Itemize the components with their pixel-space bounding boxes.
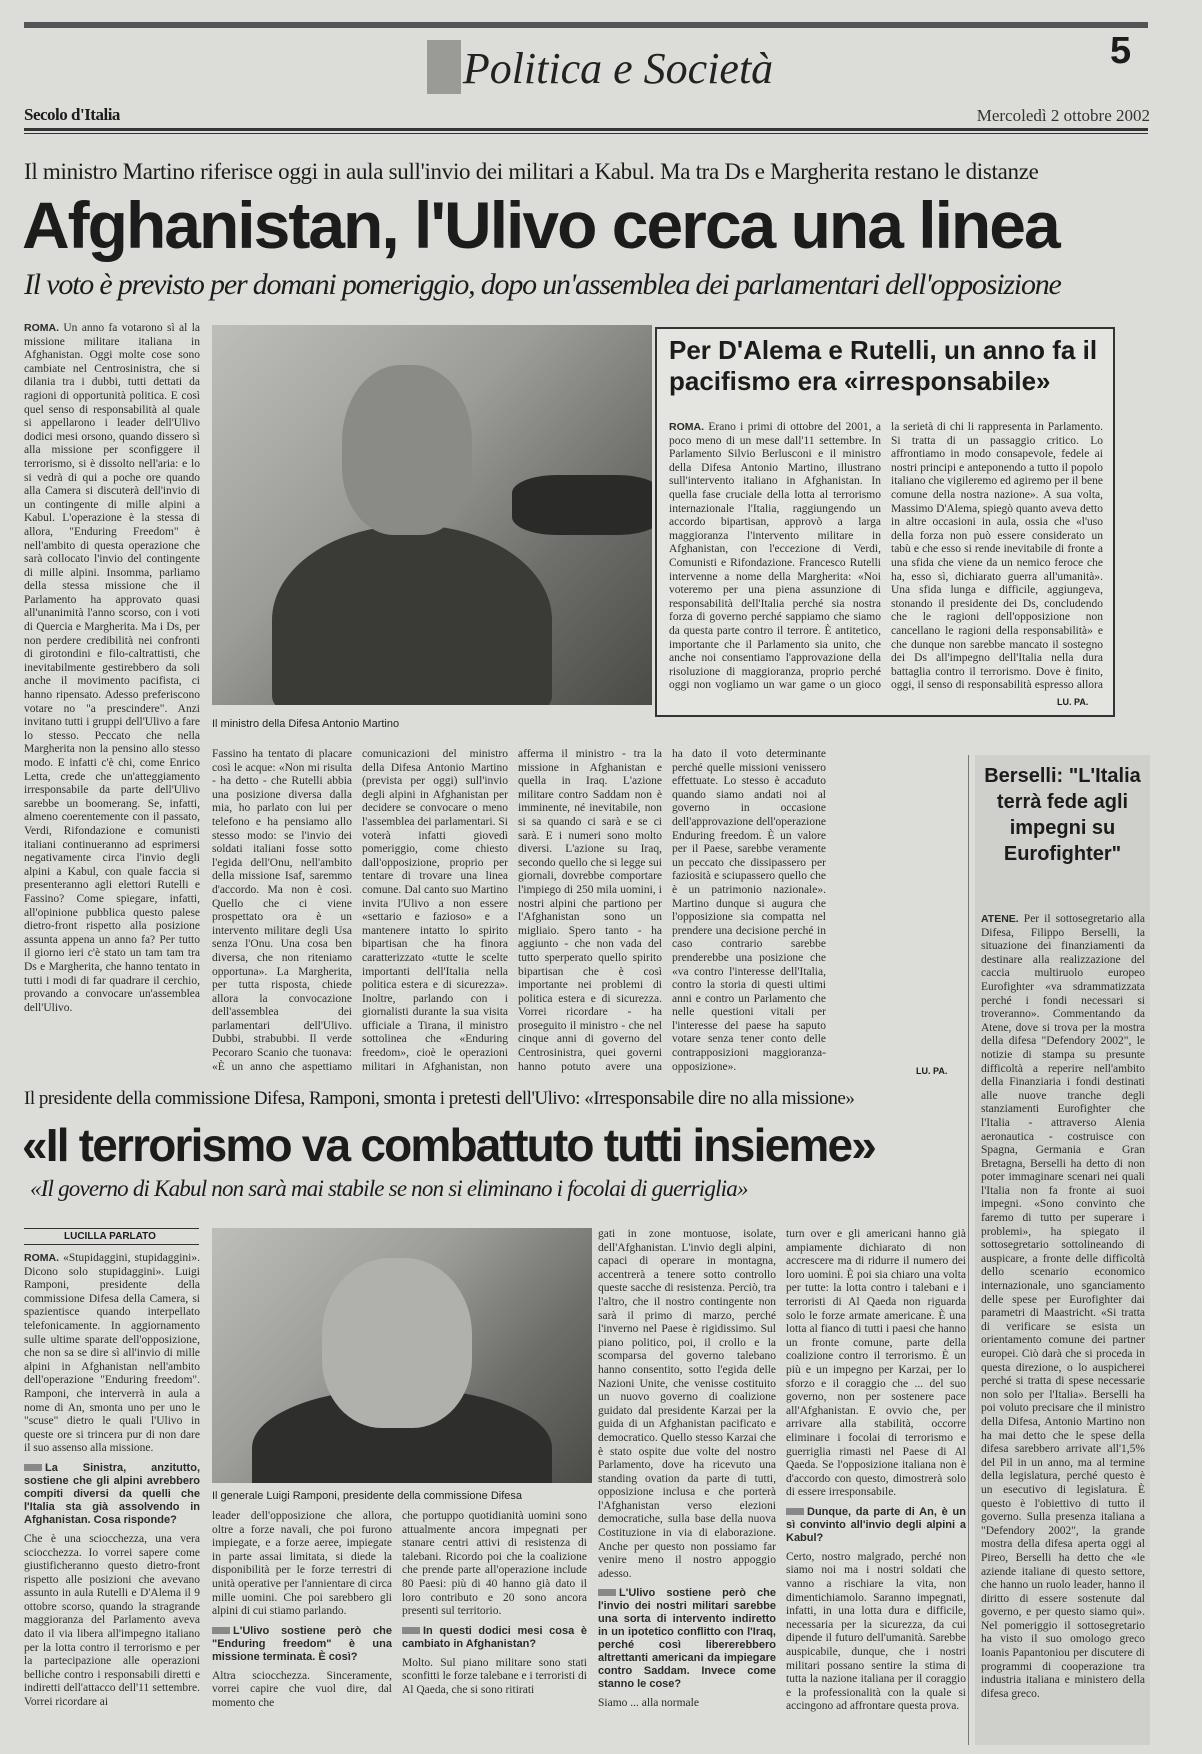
second-story-answer-5: Certo, nostro malgrado, perché non siamo noi ma i nostri soldati che vanno a rischiare la vita, non dimentichiamolo. Saranno impegnati, infatti, in una lotta dura e difficile, necessaria per la sicurezza, da cui dipende il futuro dell'umanità. Sarebbe auspicabile, dunque, che i nostri militari possano sentire la stima di tutta la nazione italiana per il coraggio e la professionalità con la quale si accingono ad affrontare questa prova. (786, 1550, 966, 1713)
box-column-2-text: la serietà di chi li rappresenta in Parlamento. Si tratta di un passaggio critico. Lo affrontiamo in modo consapevole, fedele ai nostri principi e anteponendo a tutto il popolo italiano che vigileremo ed agiremo per il bene comune della nostra nazione». A sua volta, Massimo D'Alema, spiegò quanto aveva detto in altre occasioni in aula, ossia che «l'uso della forza non può essere considerato un tabù e che esso si rende inevitabile di fronte a una sfida che viene da un nemico feroce che ha, esso sì, dichiarato guerra all'umanità». Una sfida lunga e difficile, aggiungeva, stonando il presidente dei Ds, concludendo che le ragioni dell'opposizione non cancellano le ragioni della responsabilità» e che dunque non sarebbe mancato il sostegno dei Ds all'impegno dell'Italia nella dura battaglia contro il terrorismo. Dove è finito, oggi, il senso di responsabilità espresso allora (891, 421, 1103, 691)
top-story-column-3 (362, 748, 508, 1073)
top-story-column-5 (672, 748, 826, 1073)
second-story-column-4 (598, 1228, 776, 1748)
top-story-dateline: ROMA. (24, 322, 59, 334)
photo-luigi-ramponi (212, 1228, 592, 1483)
box-title: Per D'Alema e Rutelli, un anno fa il pacifismo era «irresponsabile» (669, 335, 1098, 396)
top-story-column-1-text: Un anno fa votarono sì al la missione militare italiana in Afghanistan. Oggi molte cose sono cambiate nel Centrosinistra, che si dilania tra i dubbi, tutti dettati da ragioni di opportunità politica. E così quel senso di responsabilità al quale si appellarono i leader dell'Ulivo dodici mesi orsono, quando dissero sì alla missione per sconfiggere il terrorismo, si è dissolto nell'aria: e lo si vedrà di qui a poche ore quando alla Camera si discuterà dell'invio di un contingente di mille alpini a Kabul. L'operazione è la stessa di allora, "Enduring Freedom" è nell'ambito di questa operazione che sarà collocato l'invio del contingente di mille alpini. Insomma, parliamo della stessa missione che il Parlamento ha approvato quasi all'unanimità l'anno scorso, con i voti di Quercia e Margherita. Ma i Ds, per non perdere credibilità nei confronti di girotondini e filo-caltrattisti, che inevitabilmente gestirebbero da soli anche il movimento pacifista, ci hanno ripensato. Adesso preferiscono votare no "a prescindere". Anzi invitano tutti i gruppi dell'Ulivo a fare lo stesso. Peccato che nella Margherita non la pensino allo stesso modo. E infatti c'è chi, come Enrico Letta, crede che un'atteggiamento irresponsabile da parte dell'Ulivo sarebbe un boomerang. Se, infatti, almeno coerentemente con il passato, Verdi, Rifondazione e comunisti italiani continueranno ad esprimersi negativamente circa l'invio degli alpini a Kabul, con quale faccia si presenteranno agli elettori Rutelli e Fassino? Come spiegare, infatti, all'opinione pubblica questo palese dietro-front rispetto alla posizione assunta appena un anno fa? Per tutto il giorno ieri c'è stato un tam tam tra Ds e Margherita, che hanno tentato in tutti i modi di far quadrare il cerchio, provando a convocare un'assemblea dell'Ulivo. (24, 322, 200, 1014)
second-story-column-5 (786, 1228, 966, 1748)
second-story-column-5-text: turn over e gli americani hanno già ampiamente dichiarato di non accrescere ma di ridurre il numero dei loro uomini. È poi sia chiaro una volta per tutte: la lotta contro i talebani e i terroristi di Al Qaeda non riguarda solo le forze armate americane. È una lotta al fianco di tutti i paesi che hanno un fronte comune, parte della coalizione contro il terrorismo. È un più e un impegno per Karzai, per lo sforzo e il coraggio che ... del suo governo, non per sostenere pace all'Afghanistan. E ovvio che, per arrivare alla stabilità, occorre eliminare i focolai di terrorismo e guerriglia rimasti nel Paese di Al Qaeda. Se l'opposizione italiana non è d'accordo con questo, dimostrerà solo di essere irresponsabile. (786, 1228, 966, 1499)
top-story-subhead: Il voto è previsto per domani pomeriggio, dopo un'assemblea dei parlamentari dell'opposizione (24, 268, 1061, 301)
page-number: 5 (1110, 30, 1132, 72)
second-story-column-2-text: leader dell'opposizione che allora, oltre a forze navali, che poi furono impiegate, e a forze aeree, impiegate in parte assai limitata, si diede la disponibilità per le forze terrestri di unità operative per l'annientare di circa mille uomini. Che poi sarebbero gli alpini di cui stiamo parlando. (212, 1510, 392, 1618)
top-story-column-4 (518, 748, 662, 1073)
second-story-column-1 (24, 1252, 200, 1747)
second-story-question-1: La Sinistra, anzitutto, sostiene che gli alpini avrebbero compiti diversi da quelli che l'Italia sta già assolvendo in Afghanistan. Cosa risponde? (24, 1461, 200, 1526)
box-signature: LU. PA. (1057, 697, 1089, 707)
second-story-column-3-text: che portuppo quotidianità uomini sono attualmente ancora impegnati per stanare centri attivi di resistenza di talebani. Ricordo poi che la coalizione che prende parte all'operazione include 80 Paesi: più di 40 hanno già dato il loro contributo e 20 sono ancora presenti sul territorio. (402, 1510, 587, 1618)
second-story-subhead: «Il governo di Kabul non sarà mai stabile se non si eliminano i focolai di guerriglia» (30, 1176, 748, 1201)
second-story-question-5: Dunque, da parte di An, è un sì convinto all'invio degli alpini a Kabul? (786, 1505, 966, 1544)
photo-antonio-martino (212, 325, 652, 705)
second-story-column-3 (402, 1510, 587, 1748)
masthead: Secolo d'Italia (24, 105, 120, 124)
second-story-headline: «Il terrorismo va combattuto tutti insieme» (22, 1119, 876, 1171)
top-story-column-3-text: comunicazioni del ministro della Difesa Antonio Martino (prevista per oggi) sull'invio degli alpini in Afghanistan per decidere se convocare o meno l'assemblea dei parlamentari. Si voterà infatti giovedì pomeriggio, come chiesto dall'opposizione, proprio per tentare di trovare una linea comune. Dal canto suo Martino invita l'Ulivo a non essere «settario e fazioso» e a mantenere intatto lo spirito bipartisan che ha finora caratterizzato «tutte le scelte importanti dell'Italia nella politica estera e di sicurezza». Inoltre, parlando con i giornalisti durante la sua visita ufficiale a Tirana, il ministro sottolinea che «Enduring freedom», cioè le operazioni militari in Afghanistan, non (362, 748, 508, 1073)
issue-date: Mercoledì 2 ottobre 2002 (976, 106, 1150, 125)
second-story-answer-4: Siamo ... alla normale (598, 1697, 699, 1710)
section-initial-p-block (427, 40, 461, 94)
second-story-answer-1: Che è una sciocchezza, una vera sciocchezza. Io vorrei sapere come giustificheranno questo dietro-front rispetto alle posizioni che avevano assunto in aula Rutelli e D'Alema il 9 ottobre scorso, quando la stragrande maggioranza del Parlamento aveva dato il via libera all'impegno italiano per la lotta contro il terrorismo e per la partecipazione alle operazioni belliche contro i responsabili diretti e indiretti dell'attacco dell'11 settembre. Vorrei ricordare ai (24, 1532, 200, 1709)
top-story-column-2 (212, 748, 352, 1073)
sidebar-divider (968, 755, 969, 1745)
top-story-kicker: Il ministro Martino riferisce oggi in aula sull'invio dei militari a Kabul. Ma tra Ds e Margherita restano le distanze (24, 159, 1039, 184)
top-rule (24, 22, 1148, 28)
top-story-signature: LU. PA. (916, 1066, 948, 1076)
box-dateline: ROMA. (669, 421, 704, 433)
second-story-question-3: In questi dodici mesi cosa è cambiato in Afghanistan? (402, 1624, 587, 1650)
sidebar-text-column (981, 913, 1145, 1738)
photo-caption-martino: Il ministro della Difesa Antonio Martino (212, 718, 400, 730)
sidebar-text: Per il sottosegretario alla Difesa, Filippo Berselli, la situazione dei finanziamenti da destinare alla realizzazione del caccia multiruolo europeo Eurofighter «va sdrammatizzata perché i fondi necessari si troveranno». Commentando da Atene, dove si trova per la mostra della difesa "Defendory 2002", le notizie di stampa su presunte difficoltà a reperire nell'ambito della Finanziaria i fondi destinati alle nuove tranche degli stanziamenti Eurofighter che l'Italia - attraverso Alenia aeronautica - costruisce con Spagna, Germania e Gran Bretagna, Berselli ha detto di non poter immaginare scenari nei quali l'Italia non fa fronte ai suoi impegni. «Sono convinto che faremo di tutto per superare i problemi», ha spiegato il sottosegretario sottolineando di auspicare, a fronte delle difficoltà dello scenario economico internazionale, uno sganciamento delle spese per Eurofighter dai parametri di Maastricht. «Si tratta di verificare se esista un orientamento comune dei partner europei. Ciò darà che si proceda in questa direzione, o lo auspicherei perché si tratta di spese necessarie non solo per l'Italia». Berselli ha poi voluto precisare che il ministro della Difesa, Antonio Martino non ha mai detto che le spese della difesa sarebbero arrivate all'1,5% del Pil in un anno, ma al termine della legislatura, perché questo è un esecutivo di legislatura. È questo è l'obiettivo di tutto il governo. Sulla presenza italiana a "Defendory 2002", la grande mostra della difesa aperta oggi al Pireo, Berselli ha detto che «le aziende italiane di questo settore, che hanno un ruolo leader, hanno il diritto di essere sostenute dal governo, e per questo siamo qui». Nel pomeriggio il sottosegretario ha visto il suo omologo greco Ioanis Papantoniou per discutere di programmi di cooperazione tra industria italiana e ministero della difesa greco. (981, 913, 1145, 1700)
sidebar-dateline: ATENE. (981, 913, 1019, 925)
sidebar-title: Berselli: "L'Italia terrà fede agli impegni su Eurofighter" (984, 765, 1141, 865)
second-story-column-1-text: «Stupidaggini, stupidaggini». Dicono solo stupidaggini». Luigi Ramponi, presidente della commissione Difesa della Camera, si spazientisce quando interpellato telefonicamente. In aggiornamento sulle ultime sparate dell'opposizione, che non sa se dire sì all'invio di mille alpini in Afghanistan nell'ambito dell'operazione "Enduring freedom". Ramponi, che interverrà in aula a nome di An, smonta uno per uno le "scuse" dietro le quali l'Ulivo in queste ore si trincera pur di non dare il suo assenso alla missione. (24, 1252, 200, 1455)
second-story-kicker: Il presidente della commissione Difesa, Ramponi, smonta i pretesti dell'Ulivo: «Irresponsabile dire no alla missione» (24, 1088, 855, 1109)
box-column-1 (669, 421, 881, 691)
section-title-text: Politica e Società (462, 44, 774, 93)
photo-caption-ramponi: Il generale Luigi Ramponi, presidente della commissione Difesa (212, 1490, 522, 1502)
section-title (400, 40, 800, 100)
top-story-headline: Afghanistan, l'Ulivo cerca una linea (22, 188, 1059, 262)
box-column-1-text: Erano i primi di ottobre del 2001, a poco meno di un mese dall'11 settembre. In Parlamento Silvio Berlusconi e il ministro della Difesa Antonio Martino, illustrano sull'intervento italiano in Afghanistan. In quella fase cruciale della lotta al terrorismo internazionale l'Italia, raggiungendo un accordo bipartisan, approvò a larga maggioranza l'intervento militare in Afghanistan, con l'eccezione di Verdi, Comunisti e Rifondazione. Francesco Rutelli intervenne a nome della Margherita: «Noi voteremo per una piena assunzione di responsabilità dell'Italia perché sia nostra forza di governo perché sappiamo che siamo da questa parte contro il terrore. È antitetico, importante che il Parlamento sia unito, che anche noi consentiamo l'approvazione della risoluzione di maggioranza, proprio perché oggi non vogliamo un war game o un gioco (669, 421, 881, 691)
second-story-question-4: L'Ulivo sostiene però che l'invio dei nostri militari sarebbe una sorta di intervento indiretto in un ipotetico conflitto con l'Iraq, perché così libererebbero altrettanti americani da impiegare contro Saddam. Invece come stanno le cose? (598, 1587, 776, 1691)
top-story-column-4-text: afferma il ministro - tra la missione in Afghanistan e quella in Iraq. L'azione militare contro Saddam non è imminente, né inevitabile, non si sa quando ci sarà e se ci sarà. E i numeri sono molto diversi. L'azione su Iraq, secondo quello che si legge sui giornali, dovrebbe comportare l'impiego di 250 mila uomini, i nostri alpini che partiono per l'Afghanistan sono un migliaio. Spero tanto - ha aggiunto - che non vada del tutto sperperato quello spirito bipartisan che è così importante nei problemi di politica estera e di sicurezza. Vorrei ricordare - ha proseguito il ministro - che nel cinque anni di governo del Centrosinistra, quei governi hanno potuto avere una (518, 748, 662, 1073)
box-column-2 (891, 421, 1103, 691)
top-story-column-2-text: Fassino ha tentato di placare così le acque: «Non mi risulta - ha detto - che Rutelli abbia una posizione diversa dalla mia, ho parlato con lui per telefono e ha pensiamo allo stesso modo: se l'invio dei soldati italiani fosse sotto l'egida dell'Onu, nell'ambito della missione Isaf, saremmo d'accordo. Ma non è così. Quello che ci viene prospettato ora è un intervento militare degli Usa senza l'Onu. Una cosa ben diversa, che non riteniamo opportuna». La Margherita, per tutta risposta, chiede allora la convocazione dell'assemblea dei parlamentari dell'Ulivo. Dubbi, strabubbi. Il verde Pecoraro Scanio che tuonava: «È un anno che aspettiamo (212, 748, 352, 1073)
second-story-answer-3: Molto. Sul piano militare sono stati sconfitti le forze talebane e i terroristi di Al Qaeda, che si sono ritirati (402, 1656, 587, 1696)
masthead-rule-thin (24, 133, 1148, 134)
second-story-column-2 (212, 1510, 392, 1748)
second-story-dateline: ROMA. (24, 1252, 59, 1264)
second-story-byline: LUCILLA PARLATO (24, 1228, 199, 1245)
masthead-rule (24, 128, 1148, 131)
box-dalema-rutelli (655, 327, 1115, 717)
second-story-answer-2: Altra sciocchezza. Sinceramente, vorrei capire che vuol dire, dal momento che (212, 1669, 392, 1709)
top-story-column-5-text: ha dato il voto determinante perché quelle missioni venissero effettuate. Lo stesso è accaduto quando siamo andati noi al governo in occasione dell'approvazione dell'operazione Enduring freedom. È un valore per il Paese, sarebbe veramente un peccato che dissipassero per faziosità e sciupassero quello che è un patrimonio nazionale». Martino dunque si augura che l'opposizione sia compatta nel prendere una decisione perché in caso contrario sarebbe prenderebbe una posizione che «va contro l'interesse dell'Italia, contro la storia di questi ultimi anni e contro un Parlamento che nelle questioni vitali per l'interesse del paese ha saputo votare senza tener conto delle contrapposizioni maggioranza-opposizione». (672, 748, 826, 1073)
second-story-column-4-text: gati in zone montuose, isolate, dell'Afghanistan. L'invio degli alpini, capaci di operare in montagna, accentrerà a tenere sotto controllo queste sacche di resistenza. Perciò, tra l'altro, che il nostro contingente non sarà il primo di marzo, perché l'inverno nel Paese è rigidissimo. Sul piano politico, poi, il crollo e la scomparsa del governo talebano hanno consentito, sotto l'egida delle Nazioni Unite, che venisse costituito un nuovo governo di coalizione guidato dal presidente Karzai per la guida di un Afghanistan pacificato e democratico. Quello stesso Karzai che è stato ospite due volte del nostro Parlamento, dove ha ricevuto una standing ovation da parte di tutti, opposizione inclusa e che porterà l'Afghanistan verso elezioni democratiche, sulla base della nuova Costituzione in via di elaborazione. Anche per questo non possiamo far venire meno il nostro appoggio adesso. (598, 1228, 776, 1580)
top-story-column-1 (24, 322, 200, 1082)
sidebar-berselli (975, 755, 1150, 1745)
second-story-question-2: L'Ulivo sostiene però che "Enduring freedom" è una missione terminata. È così? (212, 1624, 392, 1663)
